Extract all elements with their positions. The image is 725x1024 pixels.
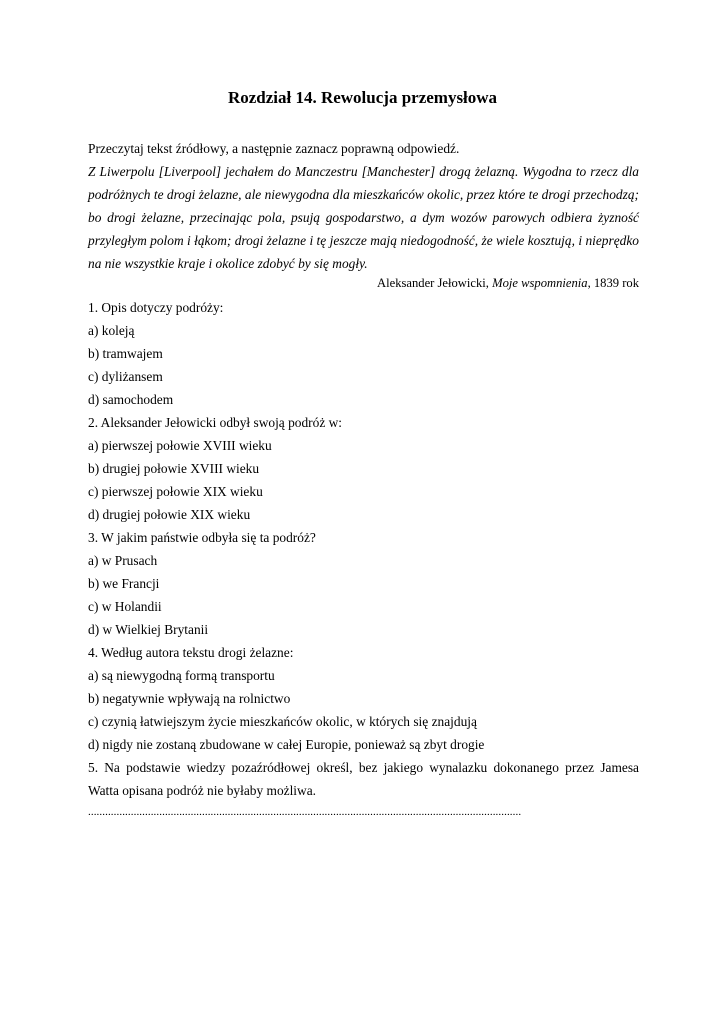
attribution-year: , 1839 rok xyxy=(587,276,639,290)
page-title: Rozdział 14. Rewolucja przemysłowa xyxy=(227,88,498,107)
attribution-author: Aleksander Jełowicki, xyxy=(377,276,493,290)
question-2: 2. Aleksander Jełowicki odbył swoją podróż w: xyxy=(88,415,343,430)
answer-line[interactable]: ........................................................................................................................................................ xyxy=(88,806,522,818)
attribution-work-title: Moje wspomnienia xyxy=(492,276,588,290)
questions-list xyxy=(88,296,639,802)
question-2-option-d[interactable]: d) drugiej połowie XIX wieku xyxy=(88,507,251,522)
question-4-option-b[interactable]: b) negatywnie wpływają na rolnictwo xyxy=(88,691,291,706)
question-1-option-a[interactable]: a) koleją xyxy=(88,323,135,338)
question-4-option-d[interactable]: d) nigdy nie zostaną zbudowane w całej Europie, ponieważ są zbyt drogie xyxy=(88,737,485,752)
question-1-option-d[interactable]: d) samochodem xyxy=(88,392,174,407)
question-4-option-c[interactable]: c) czynią łatwiejszym życie mieszkańców okolic, w których się znajdują xyxy=(88,714,477,729)
question-1-option-b[interactable]: b) tramwajem xyxy=(88,346,163,361)
question-2-option-b[interactable]: b) drugiej połowie XVIII wieku xyxy=(88,461,260,476)
question-4-option-a[interactable]: a) są niewygodną formą transportu xyxy=(88,668,275,683)
source-section xyxy=(88,137,639,275)
question-2-option-c[interactable]: c) pierwszej połowie XIX wieku xyxy=(88,484,263,499)
question-3-option-a[interactable]: a) w Prusach xyxy=(88,553,158,568)
question-1: 1. Opis dotyczy podróży: xyxy=(88,300,224,315)
question-3-option-c[interactable]: c) w Holandii xyxy=(88,599,162,614)
question-3-option-b[interactable]: b) we Francji xyxy=(88,576,160,591)
source-quote: Z Liwerpolu [Liverpool] jechałem do Manczestru [Manchester] drogą żelazną. Wygodna to rzecz dla podróżnych te drogi żelazne, ale niewygodna dla mieszkańców okolic, przez które te drogi przechodzą; bo drogi żelazne, przecinając pola, psują gospodarstwo, a dym wozów parowych odbiera żyzność przyległym polom i łąkom; drogi żelazne i tę jeszcze mają niedogodność, że wiele kosztują, i nieprędko na nie wszystkie kraje i okolice zdobyć by się mogły. xyxy=(88,164,639,271)
question-3-option-d[interactable]: d) w Wielkiej Brytanii xyxy=(88,622,209,637)
question-2-option-a[interactable]: a) pierwszej połowie XVIII wieku xyxy=(88,438,272,453)
instruction-text: Przeczytaj tekst źródłowy, a następnie zaznacz poprawną odpowiedź. xyxy=(88,141,460,156)
question-4: 4. Według autora tekstu drogi żelazne: xyxy=(88,645,294,660)
question-5: 5. Na podstawie wiedzy pozaźródłowej określ, bez jakiego wynalazku dokonanego przez Jamesa Watta opisana podróż nie byłaby możliwa. xyxy=(88,760,639,798)
source-attribution xyxy=(88,275,639,291)
question-3: 3. W jakim państwie odbyła się ta podróż? xyxy=(88,530,316,545)
question-1-option-c[interactable]: c) dyliżansem xyxy=(88,369,163,384)
